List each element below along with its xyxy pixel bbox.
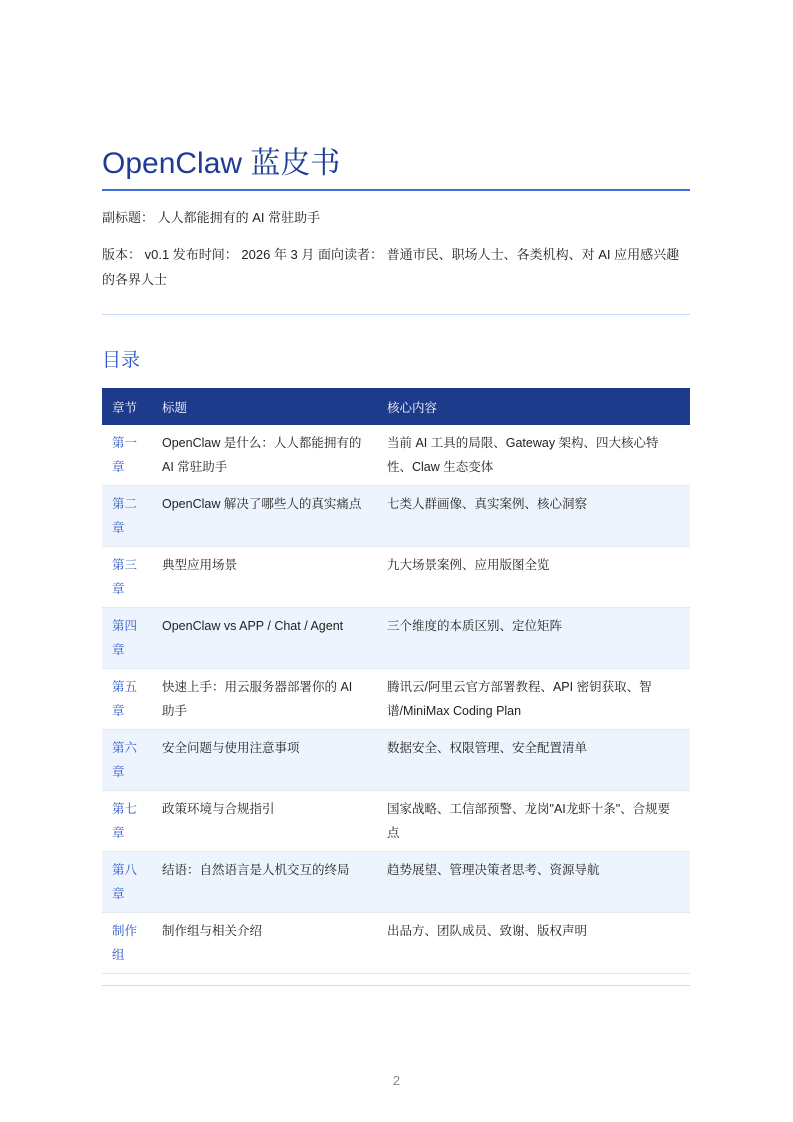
chapter-cell: 第四章 — [102, 608, 152, 669]
toc-header-row — [102, 388, 690, 425]
title-divider — [102, 189, 690, 191]
chapter-cell: 第一章 — [102, 425, 152, 486]
chapter-cell: 第二章 — [102, 486, 152, 547]
header-title: 标题 — [152, 388, 377, 425]
document-title: OpenClaw 蓝皮书 — [102, 147, 341, 180]
header-content: 核心内容 — [377, 388, 690, 425]
table-row — [102, 791, 690, 852]
content-cell: 当前 AI 工具的局限、Gateway 架构、四大核心特性、Claw 生态变体 — [377, 425, 690, 486]
table-row — [102, 608, 690, 669]
section-divider — [102, 314, 690, 315]
chapter-cell: 第五章 — [102, 669, 152, 730]
title-cell: OpenClaw 解决了哪些人的真实痛点 — [152, 486, 377, 547]
subtitle: 副标题： 人人都能拥有的 AI 常驻助手 — [102, 210, 321, 225]
content-cell: 腾讯云/阿里云官方部署教程、API 密钥获取、智谱/MiniMax Coding Plan — [377, 669, 690, 730]
content-cell: 数据安全、权限管理、安全配置清单 — [377, 730, 690, 791]
chapter-cell: 第六章 — [102, 730, 152, 791]
table-row — [102, 730, 690, 791]
page-number: 2 — [392, 1073, 401, 1088]
bottom-divider — [102, 985, 690, 986]
table-row — [102, 913, 690, 974]
title-cell: 典型应用场景 — [152, 547, 377, 608]
table-row — [102, 425, 690, 486]
table-row — [102, 547, 690, 608]
chapter-cell: 第三章 — [102, 547, 152, 608]
title-cell: 制作组与相关介绍 — [152, 913, 377, 974]
content-cell: 国家战略、工信部预警、龙岗"AI龙虾十条"、合规要点 — [377, 791, 690, 852]
content-cell: 趋势展望、管理决策者思考、资源导航 — [377, 852, 690, 913]
title-cell: 安全问题与使用注意事项 — [152, 730, 377, 791]
content-cell: 七类人群画像、真实案例、核心洞察 — [377, 486, 690, 547]
title-cell: 结语：自然语言是人机交互的终局 — [152, 852, 377, 913]
table-row — [102, 852, 690, 913]
header-chapter: 章节 — [102, 388, 152, 425]
table-row — [102, 669, 690, 730]
toc-table — [102, 388, 690, 974]
chapter-cell: 第八章 — [102, 852, 152, 913]
title-cell: 政策环境与合规指引 — [152, 791, 377, 852]
title-cell: OpenClaw vs APP / Chat / Agent — [152, 608, 377, 669]
version-info: 版本： v0.1 发布时间： 2026 年 3 月 面向读者： 普通市民、职场人士、各类机构、对 AI 应用感兴趣的各界人士 — [102, 247, 680, 287]
title-cell: 快速上手：用云服务器部署你的 AI 助手 — [152, 669, 377, 730]
chapter-cell: 制作组 — [102, 913, 152, 974]
table-row — [102, 486, 690, 547]
title-cell: OpenClaw 是什么：人人都能拥有的 AI 常驻助手 — [152, 425, 377, 486]
content-cell: 出品方、团队成员、致谢、版权声明 — [377, 913, 690, 974]
chapter-cell: 第七章 — [102, 791, 152, 852]
content-cell: 九大场景案例、应用版图全览 — [377, 547, 690, 608]
content-cell: 三个维度的本质区别、定位矩阵 — [377, 608, 690, 669]
toc-heading: 目录 — [102, 350, 141, 371]
